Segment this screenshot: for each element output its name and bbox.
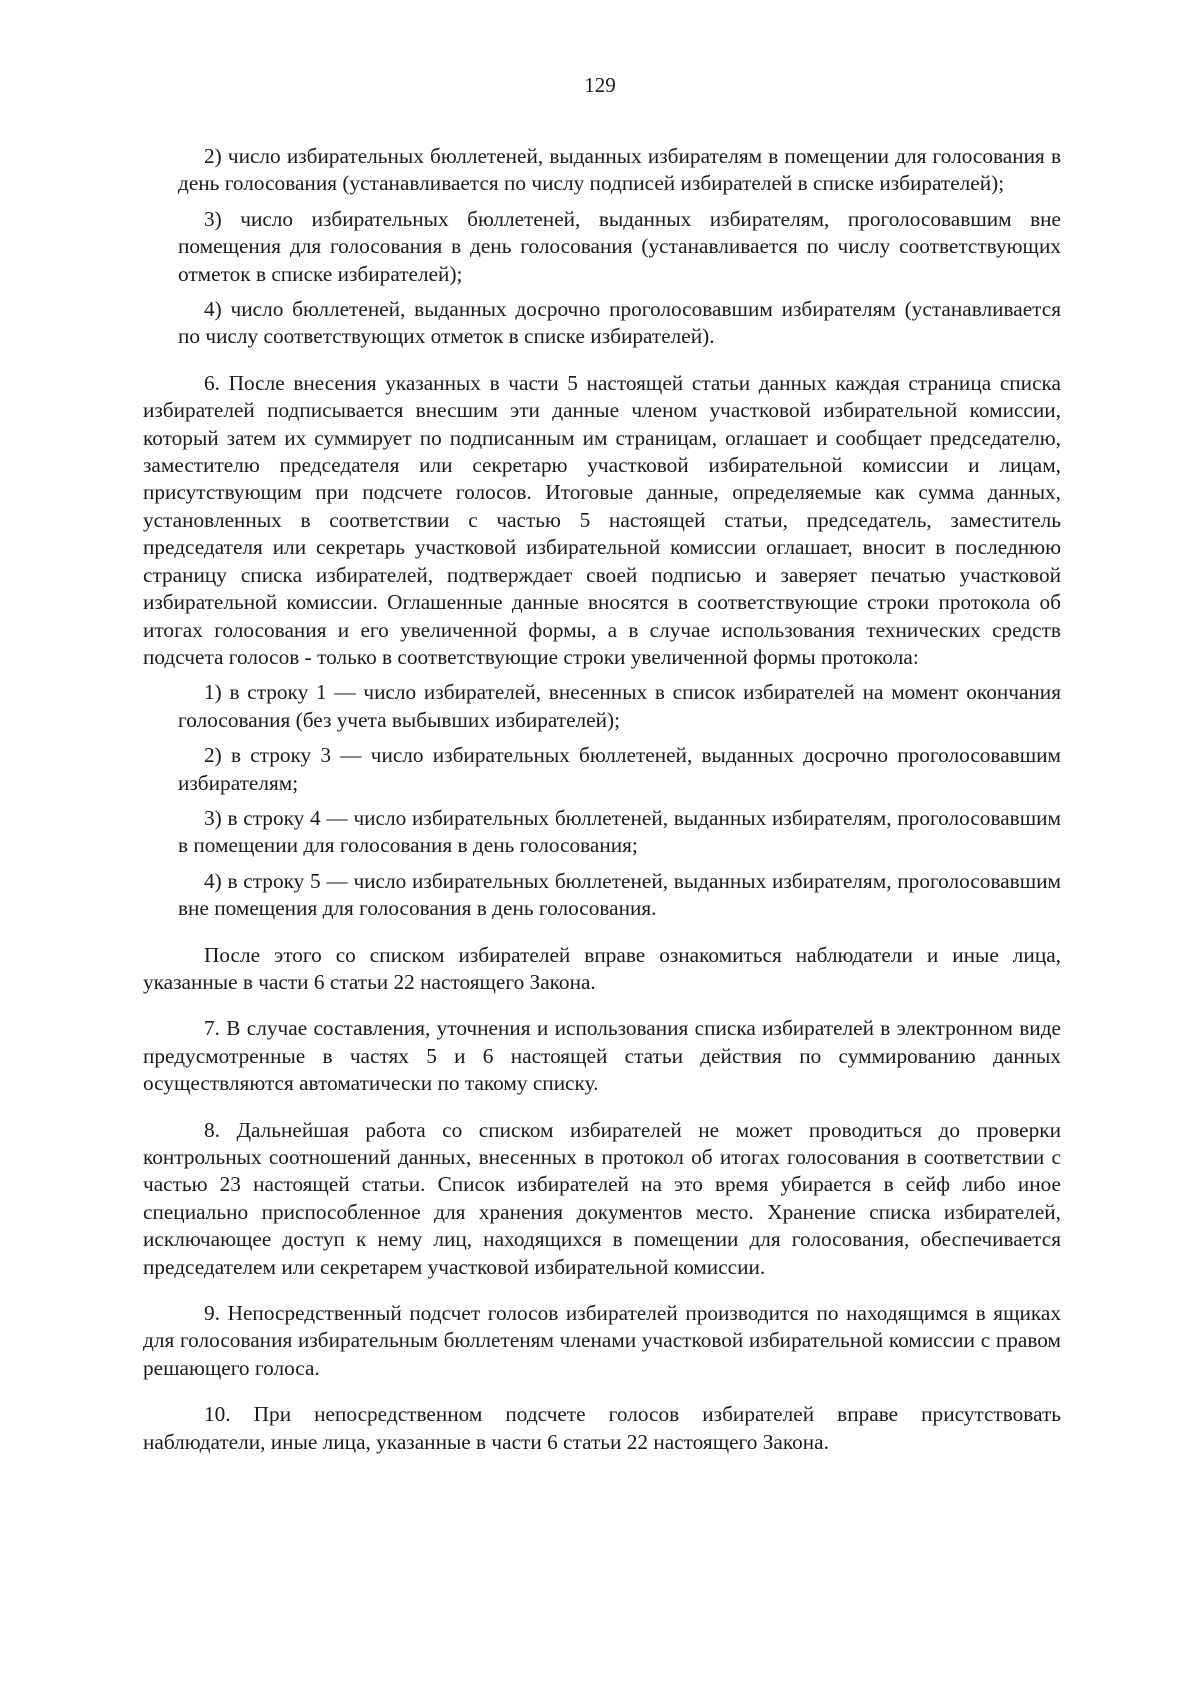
list-item-2: 2) число избирательных бюллетеней, выданных избирателям в помещении для голосования в день голосования (устанавливается по числу подписей избирателей в списке избирателей);	[178, 144, 1061, 196]
paragraph-part-9: 9. Непосредственный подсчет голосов избирателей производится по находящимся в ящиках для голосования избирательным бюллетеням членами участковой избирательной комиссии с правом решающего голоса.	[143, 1301, 1061, 1380]
list-item-3: 3) число избирательных бюллетеней, выданных избирателям, проголосовавшим вне помещения для голосования в день голосования (устанавливается по числу соответствующих отметок в списке избирателей);	[178, 206, 1061, 286]
list-item-line-5: 4) в строку 5 — число избирательных бюллетеней, выданных избирателям, проголосовавшим вне помещения для голосования в день голосования.	[178, 868, 1061, 921]
document-body	[143, 143, 1061, 1456]
paragraph-part-6: 6. После внесения указанных в части 5 настоящей статьи данных каждая страница списка избирателей подписывается внесшим эти данные членом участковой избирательной комиссии, который затем их суммирует по подписанным им страницам, оглашает и сообщает председателю, заместителю председателя или секретарю участковой избирательной комиссии и лицам, присутствующим при подсчете голосов. Итоговые данные, определяемые как сумма данных, установленных в соответствии с частью 5 настоящей статьи, председатель, заместитель председателя или секретарь участковой избирательной комиссии оглашает, вносит в последнюю страницу списка избирателей, подтверждает своей подписью и заверяет печатью участковой избирательной комиссии. Оглашенные данные вносятся в соответствующие строки протокола об итогах голосования и его увеличенной формы, а в случае использования технических средств подсчета голосов - только в соответствующие строки увеличенной формы протокола:	[143, 370, 1061, 669]
page-number: 129	[584, 73, 616, 97]
paragraph-part-10: 10. При непосредственном подсчете голосов избирателей вправе присутствовать наблюдатели, иные лица, указанные в части 6 статьи 22 настоящего Закона.	[143, 1402, 1061, 1454]
list-item-4: 4) число бюллетеней, выданных досрочно проголосовавшим избирателям (устанавливается по числу соответствующих отметок в списке избирателей).	[178, 297, 1061, 349]
list-item-line-3: 2) в строку 3 — число избирательных бюллетеней, выданных досрочно проголосовавшим избирателям;	[178, 743, 1061, 795]
paragraph-observers: После этого со списком избирателей вправе ознакомиться наблюдатели и иные лица, указанные в части 6 статьи 22 настоящего Закона.	[143, 942, 1061, 994]
list-item-line-1: 1) в строку 1 — число избирателей, внесенных в список избирателей на момент окончания голосования (без учета выбывших избирателей);	[178, 680, 1061, 732]
paragraph-part-8: 8. Дальнейшая работа со списком избирателей не может проводиться до проверки контрольных соотношений данных, внесенных в протокол об итогах голосования в соответствии с частью 23 настоящей статьи. Список избирателей на это время убирается в сейф либо иное специально приспособленное для хранения документов место. Хранение списка избирателей, исключающее доступ к нему лиц, находящихся в помещении для голосования, обеспечивается председателем или секретарем участковой избирательной комиссии.	[143, 1117, 1061, 1279]
list-item-line-4: 3) в строку 4 — число избирательных бюллетеней, выданных избирателям, проголосовавшим в помещении для голосования в день голосования;	[178, 805, 1061, 858]
paragraph-part-7: 7. В случае составления, уточнения и использования списка избирателей в электронном виде предусмотренные в частях 5 и 6 настоящей статьи действия по суммированию данных осуществляются автоматически по такому списку.	[143, 1016, 1061, 1096]
